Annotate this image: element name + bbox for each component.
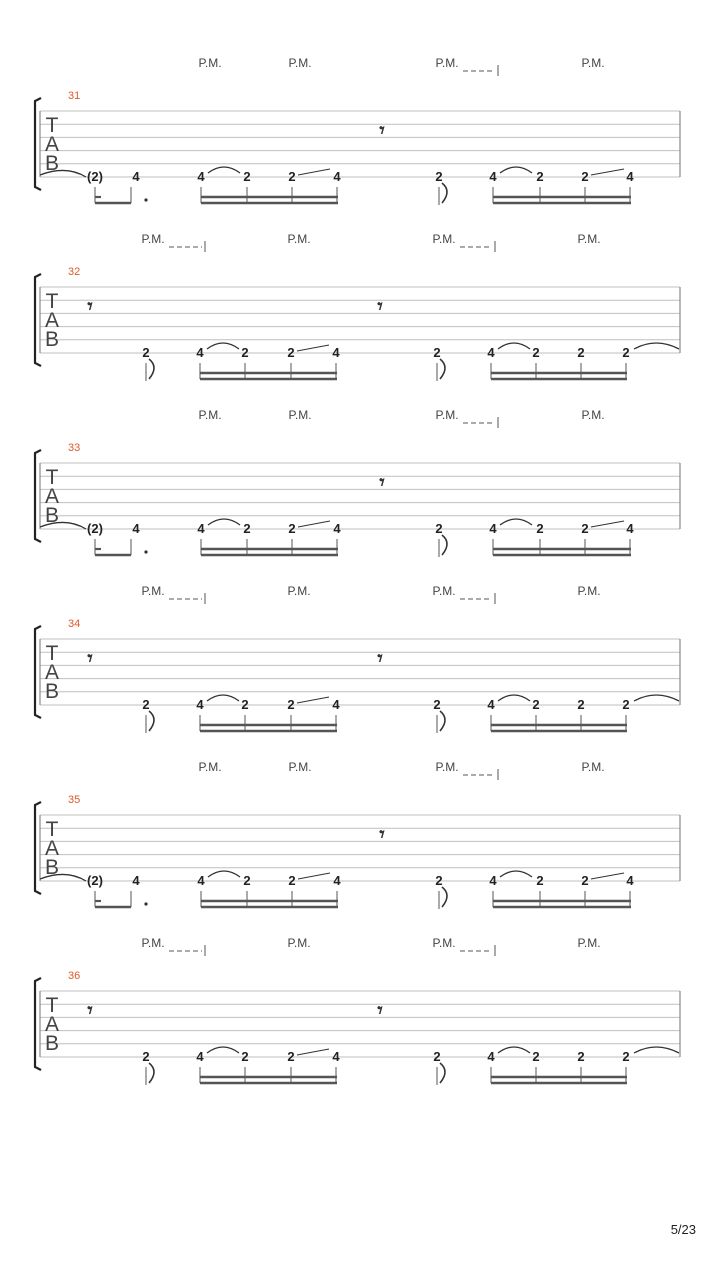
fret-number: 2 <box>142 1049 150 1064</box>
fret-number: 2 <box>532 345 540 360</box>
tab-clef-letter: A <box>44 485 60 508</box>
fret-number: 4 <box>196 1049 204 1064</box>
fret-number: 4 <box>132 521 140 536</box>
tie <box>500 167 532 173</box>
tab-clef-letter: T <box>45 642 59 665</box>
palm-mute-label: P.M. <box>577 584 601 598</box>
tab-clef-letter: A <box>44 1013 60 1036</box>
eighth-rest: 𝄾 <box>379 118 385 142</box>
tab-system-35 <box>35 760 680 909</box>
fret-number: 2 <box>536 169 544 184</box>
note-flag <box>149 1063 154 1083</box>
fret-number: 4 <box>487 1049 495 1064</box>
palm-mute-label: P.M. <box>141 232 165 246</box>
palm-mute-label: P.M. <box>288 408 312 422</box>
fret-number: 4 <box>487 345 495 360</box>
fret-number: (2) <box>87 873 103 888</box>
tie <box>208 167 240 173</box>
fret-number: 2 <box>243 521 251 536</box>
palm-mute-label: P.M. <box>288 56 312 70</box>
fret-number: 2 <box>142 345 150 360</box>
note-flag <box>440 1063 445 1083</box>
tab-system-34 <box>35 584 680 733</box>
fret-number: 2 <box>435 169 443 184</box>
eighth-rest: 𝄾 <box>87 998 93 1022</box>
fret-number: 4 <box>196 345 204 360</box>
tie <box>498 695 530 701</box>
fret-number: 2 <box>287 345 295 360</box>
palm-mute-label: P.M. <box>432 232 456 246</box>
tab-clef-letter: A <box>44 133 60 156</box>
tab-clef-letter: B <box>44 328 60 351</box>
fret-number: 2 <box>435 873 443 888</box>
slide <box>298 873 330 879</box>
fret-number: 2 <box>536 521 544 536</box>
tab-clef-letter: T <box>45 114 59 137</box>
page-number: 5/23 <box>670 1222 696 1237</box>
palm-mute-label: P.M. <box>435 760 459 774</box>
measure-number: 34 <box>68 618 81 630</box>
fret-number: 2 <box>243 169 251 184</box>
note-flag <box>440 711 445 731</box>
slide <box>298 521 330 527</box>
fret-number: 2 <box>241 1049 249 1064</box>
fret-number: 2 <box>581 873 589 888</box>
palm-mute-label: P.M. <box>287 232 311 246</box>
eighth-rest: 𝄾 <box>377 294 383 318</box>
palm-mute-label: P.M. <box>288 760 312 774</box>
measure-number: 33 <box>68 442 81 454</box>
fret-number: 4 <box>332 1049 340 1064</box>
note-flag <box>442 887 447 907</box>
note-flag <box>149 359 154 379</box>
palm-mute-label: P.M. <box>198 760 222 774</box>
fret-number: 4 <box>132 873 140 888</box>
palm-mute-label: P.M. <box>435 408 459 422</box>
tie <box>207 1047 239 1053</box>
tie-out <box>634 343 679 349</box>
fret-number: 4 <box>487 697 495 712</box>
measure-number: 36 <box>68 970 81 982</box>
slide <box>297 345 329 351</box>
tab-system-36 <box>35 936 680 1085</box>
note-flag <box>149 711 154 731</box>
fret-number: 2 <box>435 521 443 536</box>
tab-clef-letter: B <box>44 504 60 527</box>
eighth-rest: 𝄾 <box>379 822 385 846</box>
eighth-rest: 𝄾 <box>87 294 93 318</box>
fret-number: 4 <box>333 873 341 888</box>
fret-number: (2) <box>87 521 103 536</box>
slide <box>591 169 624 175</box>
fret-number: 4 <box>332 345 340 360</box>
fret-number: 2 <box>622 1049 630 1064</box>
tab-clef-letter: T <box>45 466 59 489</box>
palm-mute-label: P.M. <box>581 56 605 70</box>
fret-number: 4 <box>626 873 634 888</box>
note-flag <box>440 359 445 379</box>
fret-number: 2 <box>288 169 296 184</box>
tab-clef-letter: B <box>44 680 60 703</box>
fret-number: 2 <box>287 1049 295 1064</box>
palm-mute-label: P.M. <box>141 584 165 598</box>
tab-clef-letter: A <box>44 837 60 860</box>
tie <box>208 871 240 877</box>
palm-mute-label: P.M. <box>432 584 456 598</box>
tab-clef-letter: B <box>44 152 60 175</box>
tie <box>498 1047 530 1053</box>
fret-number: 4 <box>197 169 205 184</box>
tab-system-31 <box>35 56 680 205</box>
fret-number: 4 <box>197 873 205 888</box>
tab-clef-letter: A <box>44 661 60 684</box>
slide <box>591 873 624 879</box>
tie <box>207 695 239 701</box>
fret-number: 2 <box>581 521 589 536</box>
slide <box>591 521 624 527</box>
tab-system-33 <box>35 408 680 557</box>
fret-number: 2 <box>536 873 544 888</box>
tie <box>207 343 239 349</box>
dot <box>144 198 147 201</box>
fret-number: 2 <box>287 697 295 712</box>
eighth-rest: 𝄾 <box>377 646 383 670</box>
fret-number: 2 <box>433 697 441 712</box>
fret-number: 2 <box>577 1049 585 1064</box>
fret-number: 2 <box>241 697 249 712</box>
fret-number: 4 <box>626 169 634 184</box>
fret-number: 4 <box>333 169 341 184</box>
fret-number: 2 <box>288 873 296 888</box>
eighth-rest: 𝄾 <box>87 646 93 670</box>
measure-number: 32 <box>68 266 81 278</box>
fret-number: 2 <box>241 345 249 360</box>
fret-number: 4 <box>196 697 204 712</box>
fret-number: (2) <box>87 169 103 184</box>
fret-number: 4 <box>489 873 497 888</box>
palm-mute-label: P.M. <box>141 936 165 950</box>
fret-number: 4 <box>489 169 497 184</box>
tie <box>498 343 530 349</box>
tie-out <box>634 695 679 701</box>
slide <box>297 697 329 703</box>
slide <box>297 1049 329 1055</box>
tie <box>208 519 240 525</box>
fret-number: 2 <box>243 873 251 888</box>
tab-clef-letter: T <box>45 994 59 1017</box>
fret-number: 4 <box>489 521 497 536</box>
palm-mute-label: P.M. <box>287 936 311 950</box>
tie <box>500 519 532 525</box>
fret-number: 2 <box>622 345 630 360</box>
palm-mute-label: P.M. <box>581 760 605 774</box>
fret-number: 4 <box>332 697 340 712</box>
fret-number: 4 <box>197 521 205 536</box>
palm-mute-label: P.M. <box>577 936 601 950</box>
dot <box>144 550 147 553</box>
fret-number: 4 <box>626 521 634 536</box>
measure-number: 35 <box>68 794 81 806</box>
fret-number: 2 <box>532 697 540 712</box>
palm-mute-label: P.M. <box>581 408 605 422</box>
fret-number: 4 <box>333 521 341 536</box>
tab-system-32 <box>35 232 680 381</box>
palm-mute-label: P.M. <box>432 936 456 950</box>
fret-number: 2 <box>577 345 585 360</box>
palm-mute-label: P.M. <box>577 232 601 246</box>
slide <box>298 169 330 175</box>
dot <box>144 902 147 905</box>
tab-clef-letter: B <box>44 856 60 879</box>
measure-number: 31 <box>68 90 81 102</box>
fret-number: 2 <box>142 697 150 712</box>
fret-number: 2 <box>433 345 441 360</box>
eighth-rest: 𝄾 <box>379 470 385 494</box>
palm-mute-label: P.M. <box>287 584 311 598</box>
note-flag <box>442 535 447 555</box>
fret-number: 4 <box>132 169 140 184</box>
fret-number: 2 <box>532 1049 540 1064</box>
tie-out <box>634 1047 679 1053</box>
tie <box>500 871 532 877</box>
fret-number: 2 <box>433 1049 441 1064</box>
fret-number: 2 <box>288 521 296 536</box>
tab-clef-letter: B <box>44 1032 60 1055</box>
tab-clef-letter: T <box>45 290 59 313</box>
fret-number: 2 <box>577 697 585 712</box>
palm-mute-label: P.M. <box>435 56 459 70</box>
palm-mute-label: P.M. <box>198 408 222 422</box>
note-flag <box>442 183 447 203</box>
eighth-rest: 𝄾 <box>377 998 383 1022</box>
tab-clef-letter: T <box>45 818 59 841</box>
fret-number: 2 <box>622 697 630 712</box>
palm-mute-label: P.M. <box>198 56 222 70</box>
tab-clef-letter: A <box>44 309 60 332</box>
fret-number: 2 <box>581 169 589 184</box>
